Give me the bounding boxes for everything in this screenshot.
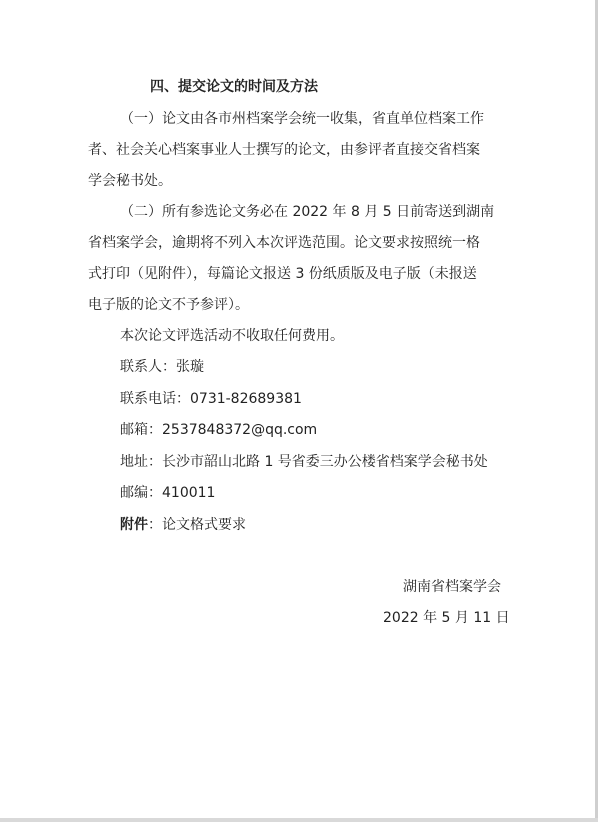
page-edge-bottom [0,818,598,822]
paragraph-2-line-2: 省档案学会，逾期将不列入本次评选范围。论文要求按照统一格 [88,235,480,251]
contact-person: 联系人：张璇 [120,359,204,375]
section-heading: 四、提交论文的时间及方法 [150,79,318,95]
mailing-address: 地址：长沙市韶山北路 1 号省委三办公楼省档案学会秘书处 [120,454,488,470]
fee-note: 本次论文评选活动不收取任何费用。 [120,328,344,344]
paragraph-1-line-1: （一）论文由各市州档案学会统一收集，省直单位档案工作 [120,111,484,127]
attachment-text: ：论文格式要求 [148,517,246,533]
paragraph-1-line-2: 者、社会关心档案事业人士撰写的论文，由参评者直接交省档案 [88,142,480,158]
postcode: 邮编：410011 [120,485,216,501]
paragraph-2-line-1: （二）所有参选论文务必在 2022 年 8 月 5 日前寄送到湖南 [120,204,495,220]
signature-organization: 湖南省档案学会 [403,579,501,595]
attachment-line [120,510,540,541]
contact-phone: 联系电话：0731-82689381 [120,391,302,407]
paragraph-2-line-4: 电子版的论文不予参评）。 [88,297,249,313]
contact-email: 邮箱：2537848372@qq.com [120,422,318,438]
paragraph-1-line-3: 学会秘书处。 [88,173,172,189]
attachment-label: 附件 [120,517,148,533]
signature-date: 2022 年 5 月 11 日 [383,610,510,626]
paragraph-2-line-3: 式打印（见附件），每篇论文报送 3 份纸质版及电子版（未报送 [88,266,477,282]
